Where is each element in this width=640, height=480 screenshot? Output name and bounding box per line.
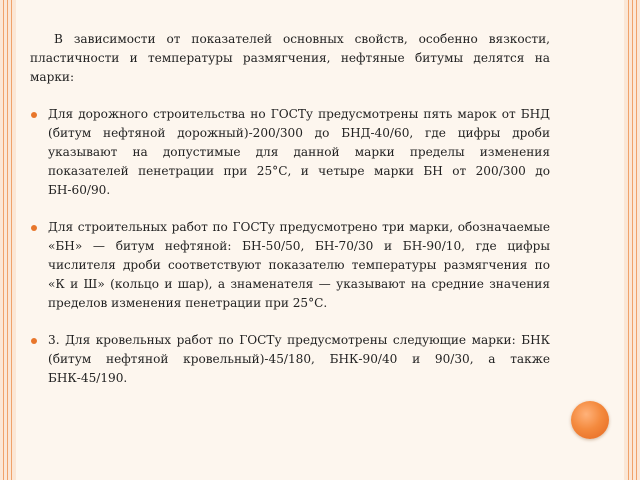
bullet-list bbox=[30, 105, 550, 388]
bullet-text: Для дорожного строительства но ГОСТу предусмотрены пять марок от БНД (битум нефтяной дорожный)-200/300 до БНД-40/60, где цифры дроби указывают на допустимые для данной марки пределы изменения показателей пенетрации при 25°С, и четыре марки БН от 200/300 до БН-60/90. bbox=[48, 107, 550, 197]
bullet-dot-icon bbox=[31, 225, 37, 231]
intro-paragraph: В зависимости от показателей основных свойств, особенно вязкости, пластичности и температуры размягчения, нефтяные битумы делятся на марки: bbox=[30, 32, 550, 84]
bullet-text: Для строительных работ по ГОСТу предусмотрено три марки, обозначаемые «БН» — битум нефтяной: БН-50/50, БН-70/30 и БН-90/10, где цифры числителя дроби соответствуют показателю температуры размягчения по «К и Ш» (кольцо и шар), а знаменателя — указывают на средние значения пределов изменения пенетрации при 25°С. bbox=[48, 220, 550, 310]
orange-circle-icon bbox=[571, 401, 609, 439]
slide-content bbox=[30, 30, 550, 406]
bullet-dot-icon bbox=[31, 338, 37, 344]
bullet-item bbox=[30, 218, 550, 313]
left-decorative-border bbox=[0, 0, 16, 480]
bullet-dot-icon bbox=[31, 112, 37, 118]
bullet-text: 3. Для кровельных работ по ГОСТу предусмотрены следующие марки: БНК (битум нефтяной кровельный)-45/180, БНК-90/40 и 90/30, а также БНК-45/190. bbox=[48, 333, 550, 385]
bullet-item bbox=[30, 105, 550, 200]
bullet-item bbox=[30, 331, 550, 388]
right-decorative-border bbox=[624, 0, 640, 480]
